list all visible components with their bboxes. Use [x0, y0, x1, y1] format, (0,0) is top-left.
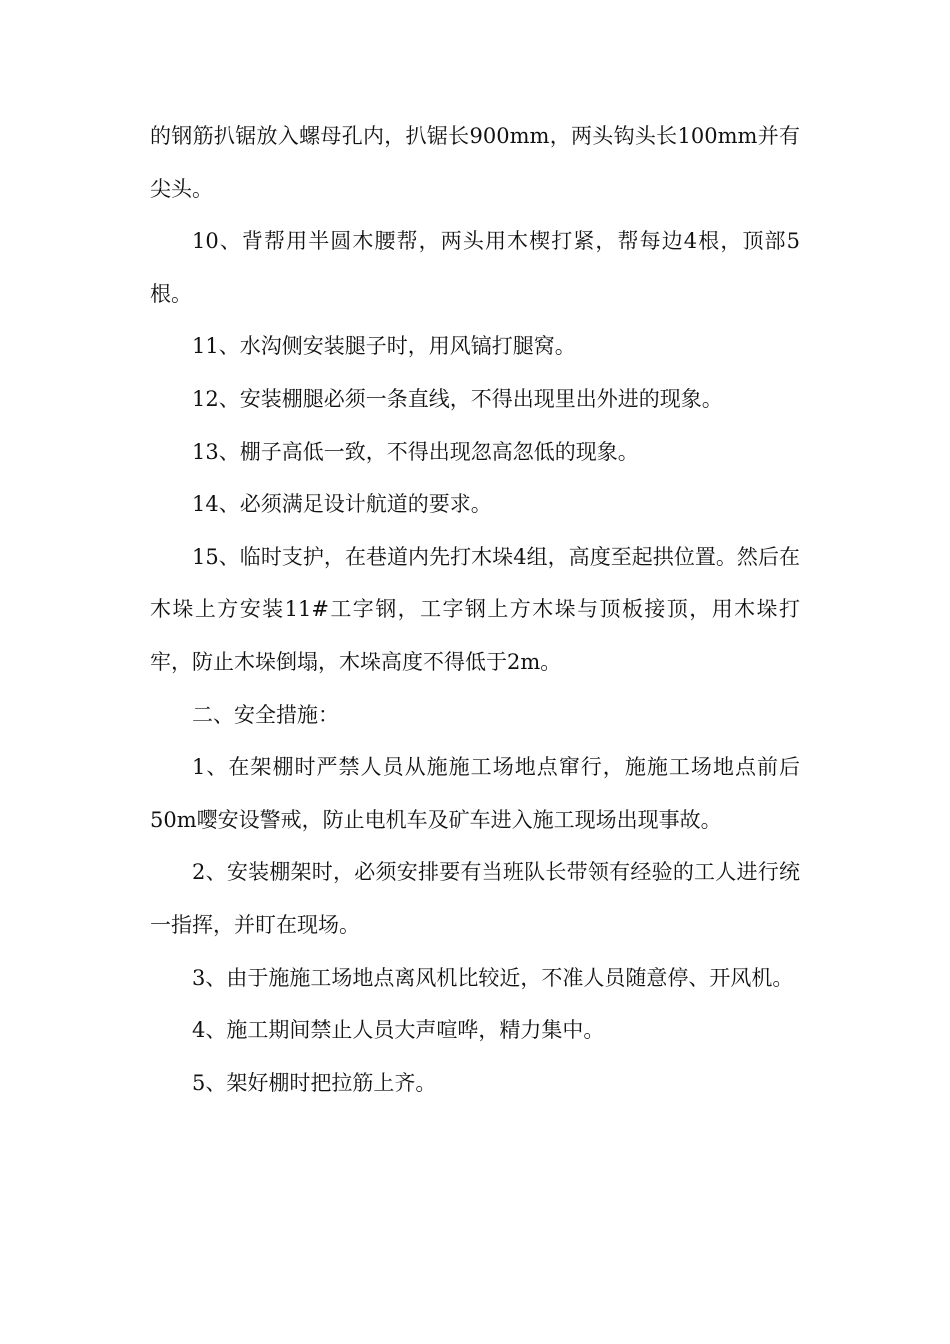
paragraph-item-13: 13、棚子高低一致，不得出现忽高忽低的现象。 — [192, 439, 639, 464]
paragraph-safety-5: 5、架好棚时把拉筋上齐。 — [192, 1070, 437, 1095]
document-page — [150, 110, 800, 1109]
paragraph-item-15: 15、临时支护，在巷道内先打木垛4组，高度至起拱位置。然后在木垛上方安装11#工字钢，工字钢上方木垛与顶板接顶，用木垛打牢，防止木垛倒塌，木垛高度不得低于2m。 — [150, 544, 800, 674]
paragraph-item-14: 14、必须满足设计航道的要求。 — [192, 492, 492, 517]
paragraph-item-12: 12、安装棚腿必须一条直线，不得出现里出外进的现象。 — [192, 386, 723, 411]
paragraph-safety-2: 2、安装棚架时，必须安排要有当班队长带领有经验的工人进行统一指挥，并盯在现场。 — [150, 860, 800, 937]
paragraph-item-10: 10、背帮用半圆木腰帮，两头用木楔打紧，帮每边4根，顶部5根。 — [150, 229, 800, 306]
paragraph-safety-3: 3、由于施施工场地点离风机比较近，不准人员随意停、开风机。 — [192, 965, 794, 990]
paragraph-safety-1: 1、在架棚时严禁人员从施施工场地点窜行，施施工场地点前后50m嘤安设警戒，防止电机车及矿车进入施工现场出现事故。 — [150, 755, 800, 832]
paragraph-item-11: 11、水沟侧安装腿子时，用风镐打腿窝。 — [192, 334, 576, 359]
section-heading-safety: 二、安全措施： — [192, 702, 339, 727]
paragraph-continuation: 的钢筋扒锯放入螺母孔内，扒锯长900mm，两头钩头长100mm并有尖头。 — [150, 124, 800, 201]
paragraph-safety-4: 4、施工期间禁止人员大声喧哗，精力集中。 — [192, 1018, 605, 1043]
